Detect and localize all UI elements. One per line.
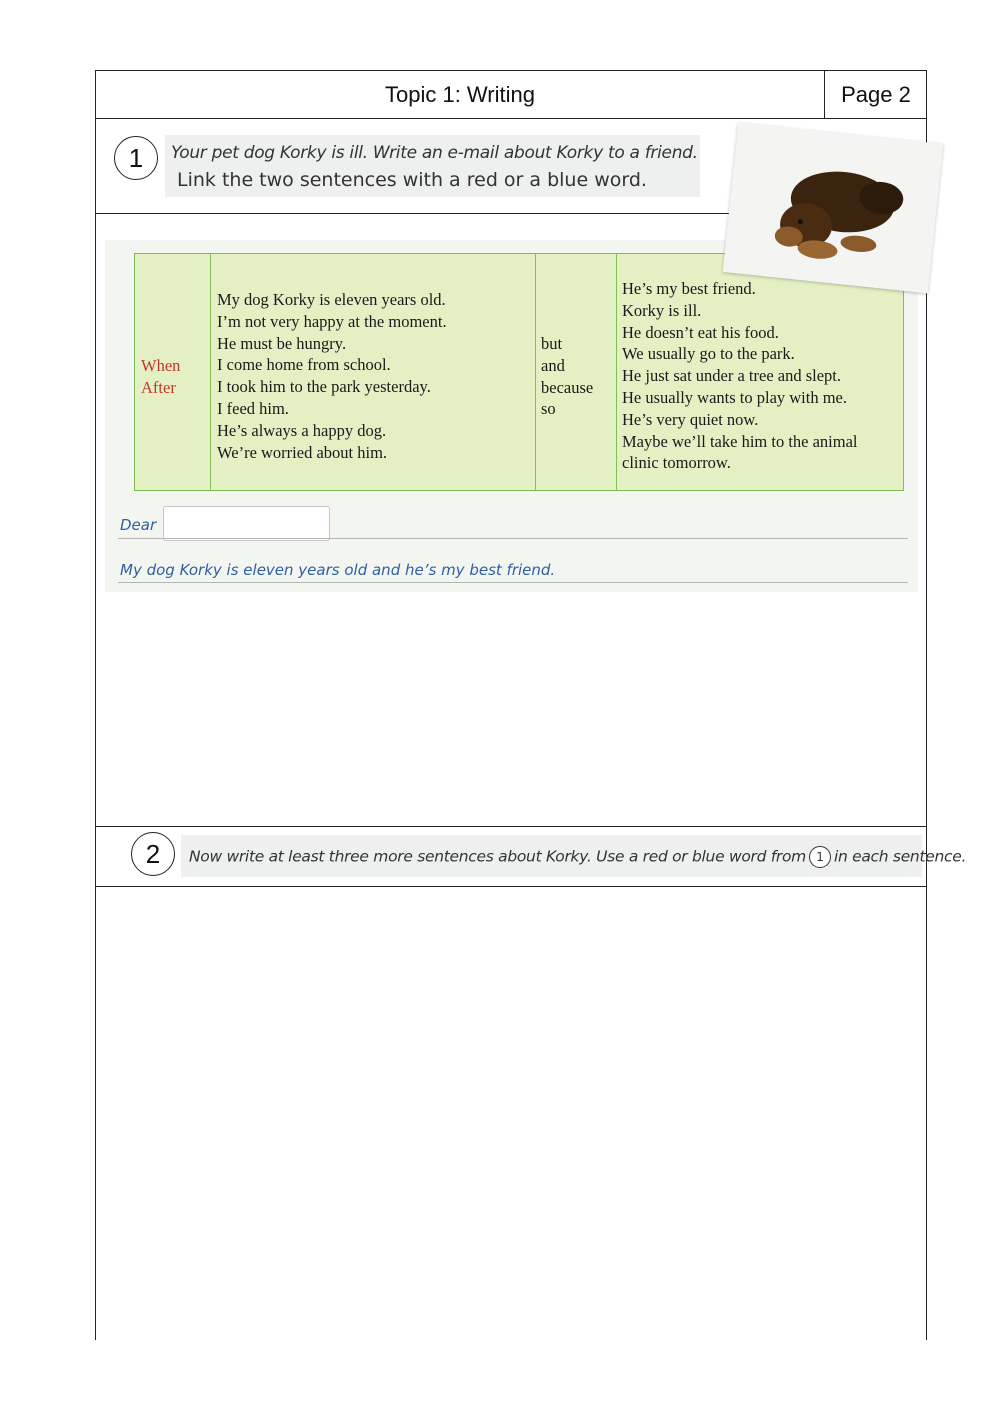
task2-top-rule (95, 826, 927, 827)
task-ref-circle: 1 (809, 846, 831, 868)
header-rule (95, 118, 927, 119)
blue-words-column (541, 333, 593, 420)
task2-instruction-before: Now write at least three more sentences about Korky. Use a red or blue word from (189, 847, 806, 866)
second-sentence: Maybe we’ll take him to the animal clinic tomorrow. (622, 431, 858, 473)
second-sentence: He’s my best friend. (622, 279, 756, 298)
dog-photo (723, 123, 944, 294)
page-title: Topic 1: Writing (385, 82, 535, 107)
second-sentence: He doesn’t eat his food. (622, 322, 779, 342)
second-sentences-column (622, 278, 897, 474)
table-divider (616, 254, 617, 490)
task2-instruction-after: in each sentence. (833, 847, 967, 866)
example-sentence: My dog Korky is eleven years old and he’s my best friend. (120, 561, 556, 579)
task1-header-rule (95, 213, 730, 214)
blue-word: because (541, 377, 594, 397)
task1-instruction (165, 135, 700, 197)
blue-word: so (541, 399, 556, 419)
second-sentence: We usually go to the park. (622, 344, 795, 364)
task2-instruction (181, 835, 967, 877)
red-words-column (141, 355, 180, 399)
blue-word: and (541, 355, 565, 375)
header-divider (824, 70, 825, 118)
task2-number: 2 (131, 832, 175, 876)
page-number: Page 2 (841, 82, 911, 107)
task1-instruction-line1: Your pet dog Korky is ill. Write an e-mail about Korky to a friend. (171, 143, 698, 163)
writing-line (118, 538, 908, 539)
second-sentence: He usually wants to play with me. (622, 387, 848, 407)
first-sentence: I’m not very happy at the moment. (217, 311, 447, 331)
table-divider (535, 254, 536, 490)
first-sentence: I took him to the park yesterday. (217, 377, 431, 397)
first-sentence: I come home from school. (217, 355, 391, 375)
first-sentence: He must be hungry. (217, 333, 347, 353)
sentence-table (134, 253, 904, 491)
second-sentence: He just sat under a tree and slept. (622, 366, 842, 386)
dog-icon (723, 123, 944, 294)
blue-word: but (541, 334, 563, 353)
writing-line (118, 582, 908, 583)
task2-bottom-rule (95, 886, 927, 887)
task2-instruction-text (189, 846, 966, 868)
task1-number: 1 (114, 136, 158, 180)
task1-instruction-line2: Link the two sentences with a red or a blue word. (177, 169, 647, 191)
first-sentences-column (217, 289, 447, 463)
dear-name-input[interactable] (163, 506, 330, 541)
red-word: After (141, 377, 176, 397)
task2-answer-area[interactable] (97, 890, 925, 1335)
task1-answer-area[interactable] (97, 595, 925, 823)
second-sentence: Korky is ill. (622, 300, 702, 320)
second-sentence: He’s very quiet now. (622, 409, 759, 429)
dear-label: Dear (120, 516, 157, 534)
first-sentence: I feed him. (217, 398, 289, 418)
first-sentence: My dog Korky is eleven years old. (217, 290, 446, 309)
table-divider (210, 254, 211, 490)
first-sentence: We’re worried about him. (217, 442, 388, 462)
first-sentence: He’s always a happy dog. (217, 420, 387, 440)
red-word: When (141, 356, 181, 375)
